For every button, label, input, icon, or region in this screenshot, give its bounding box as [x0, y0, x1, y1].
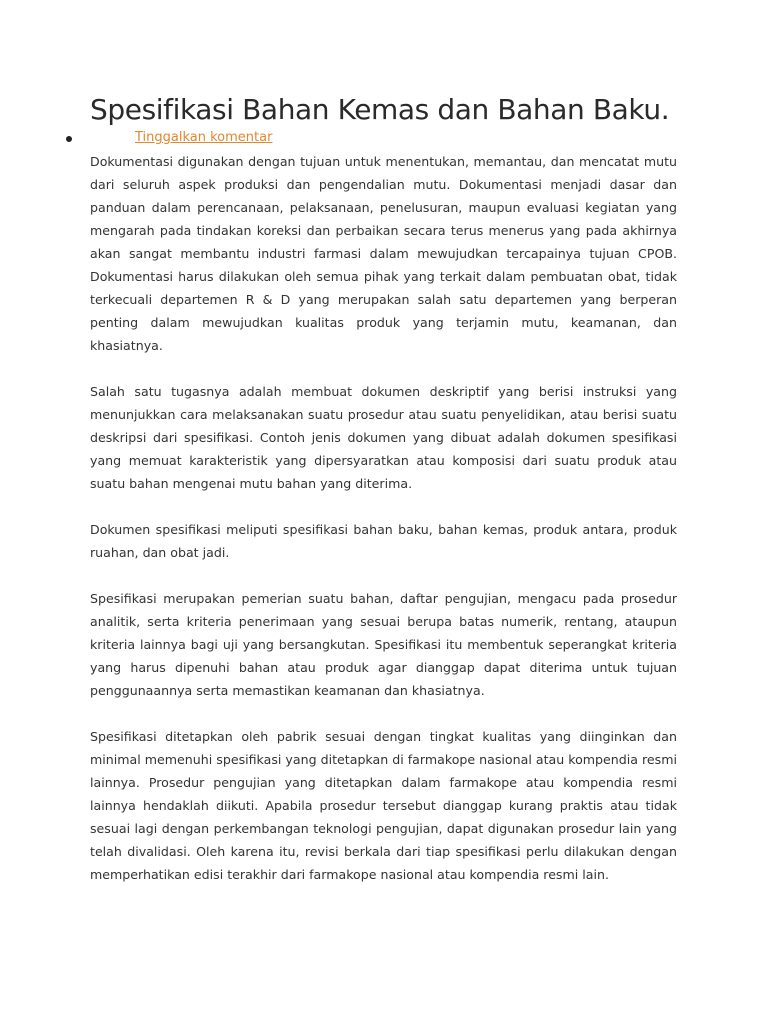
article-body — [90, 150, 677, 909]
paragraph: Spesifikasi ditetapkan oleh pabrik sesuai dengan tingkat kualitas yang diinginkan dan minimal memenuhi spesifikasi yang ditetapkan di farmakope nasional atau kompendia resmi lainnya. Prosedur pengujian yang ditetapkan dalam farmakope atau kompendia resmi lainnya hendaklah diikuti. Apabila prosedur tersebut dianggap kurang praktis atau tidak sesuai lagi dengan perkembangan teknologi pengujian, dapat digunakan prosedur lain yang telah divalidasi. Oleh karena itu, revisi berkala dari tiap spesifikasi perlu dilakukan dengan memperhatikan edisi terakhir dari farmakope nasional atau kompendia resmi lain. — [90, 729, 677, 882]
paragraph: Salah satu tugasnya adalah membuat dokumen deskriptif yang berisi instruksi yang menunjukkan cara melaksanakan suatu prosedur atau suatu penyelidikan, atau berisi suatu deskripsi dari spesifikasi. Contoh jenis dokumen yang dibuat adalah dokumen spesifikasi yang memuat karakteristik yang dipersyaratkan atau komposisi dari suatu produk atau suatu bahan mengenai mutu bahan yang diterima. — [90, 384, 677, 491]
bullet-icon — [66, 136, 72, 142]
post-meta — [62, 128, 702, 148]
paragraph: Spesifikasi merupakan pemerian suatu bahan, daftar pengujian, mengacu pada prosedur analitik, serta kriteria penerimaan yang sesuai berupa batas numerik, rentang, ataupun kriteria lainnya bagi uji yang bersangkutan. Spesifikasi itu membentuk seperangkat kriteria yang harus dipenuhi bahan atau produk agar dianggap dapat diterima untuk tujuan penggunaannya serta memastikan keamanan dan khasiatnya. — [90, 591, 677, 698]
paragraph: Dokumentasi digunakan dengan tujuan untuk menentukan, memantau, dan mencatat mutu dari seluruh aspek produksi dan pengendalian mutu. Dokumentasi menjadi dasar dan panduan dalam perencanaan, pelaksanaan, penelusuran, maupun evaluasi kegiatan yang mengarah pada tindakan koreksi dan perbaikan secara terus menerus yang pada akhirnya akan sangat membantu industri farmasi dalam mewujudkan tercapainya tujuan CPOB. Dokumentasi harus dilakukan oleh semua pihak yang terkait dalam pembuatan obat, tidak terkecuali departemen R & D yang merupakan salah satu departemen yang berperan penting dalam mewujudkan kualitas produk yang terjamin mutu, keamanan, dan khasiatnya. — [90, 154, 677, 353]
paragraph: Dokumen spesifikasi meliputi spesifikasi bahan baku, bahan kemas, produk antara, produk ruahan, dan obat jadi. — [90, 522, 677, 560]
leave-comment-link[interactable]: Tinggalkan komentar — [135, 130, 273, 145]
page-title: Spesifikasi Bahan Kemas dan Bahan Baku. — [90, 93, 670, 126]
